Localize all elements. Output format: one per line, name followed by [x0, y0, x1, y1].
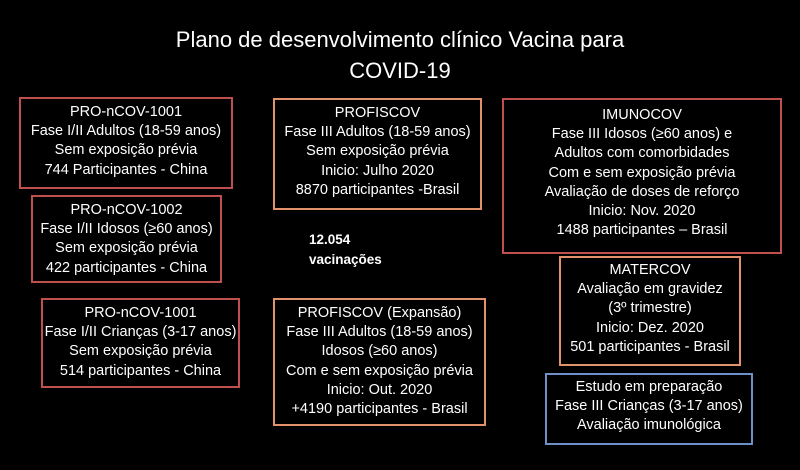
- study-phase: Fase I/II Idosos (≥60 anos): [40, 221, 213, 238]
- study-exposure: Sem exposição prévia: [55, 240, 198, 257]
- study-population: Idosos (≥60 anos): [321, 343, 438, 360]
- study-box-profiscov: [273, 98, 482, 210]
- study-phase: Fase III Adultos (18-59 anos): [286, 324, 473, 341]
- study-phase: Fase I/II Crianças (3-17 anos): [44, 324, 237, 341]
- study-name: Estudo em preparação: [575, 379, 723, 395]
- study-phase: Fase III Crianças (3-17 anos): [555, 398, 743, 415]
- study-name: MATERCOV: [609, 262, 691, 278]
- study-exposure: Sem exposição prévia: [69, 343, 212, 360]
- total-vaccinations: [309, 230, 382, 270]
- study-box-profiscov-expansion: [273, 298, 486, 426]
- study-booster: Avaliação de doses de reforço: [544, 183, 740, 200]
- study-name: PROFISCOV: [334, 105, 421, 121]
- study-participants: 501 participantes - Brasil: [570, 338, 730, 355]
- title-line-1: Plano de desenvolvimento clínico Vacina para: [175, 27, 625, 52]
- study-exposure: Sem exposição prévia: [306, 143, 449, 160]
- study-population: Avaliação em gravidez: [577, 281, 723, 298]
- study-box-imunocov: [502, 98, 782, 254]
- study-name: PRO-nCOV-1001: [84, 305, 197, 321]
- study-phase: Fase III Idosos (≥60 anos) e: [551, 126, 733, 143]
- title-line-2: COVID-19: [349, 58, 451, 83]
- study-participants: 744 Participantes - China: [44, 161, 208, 178]
- study-name: PROFISCOV (Expansão): [297, 305, 462, 321]
- study-start: Inicio: Nov. 2020: [588, 203, 696, 220]
- study-box-matercov: [559, 256, 741, 366]
- study-participants: 514 participantes - China: [59, 362, 222, 379]
- study-start: Inicio: Out. 2020: [326, 381, 433, 398]
- study-name: PRO-nCOV-1002: [70, 202, 183, 218]
- study-phase: Fase III Adultos (18-59 anos): [284, 124, 471, 141]
- total-vaccinations-label: vacinações: [309, 252, 382, 267]
- study-box-pro-ncov-1001-children: [41, 298, 240, 388]
- study-participants: +4190 participantes - Brasil: [291, 401, 468, 418]
- study-start: Inicio: Dez. 2020: [595, 319, 704, 336]
- study-trimester: (3º trimestre): [608, 300, 692, 317]
- study-start: Inicio: Julho 2020: [321, 162, 434, 179]
- total-vaccinations-number: 12.054: [309, 232, 351, 247]
- study-participants: 422 participantes - China: [45, 259, 208, 276]
- study-exposure: Com e sem exposição prévia: [548, 164, 736, 181]
- study-box-pro-ncov-1002-elderly: [31, 195, 222, 283]
- study-exposure: Com e sem exposição prévia: [286, 362, 473, 379]
- study-population: Adultos com comorbidades: [554, 145, 730, 162]
- study-exposure: Sem exposição prévia: [54, 142, 198, 159]
- study-participants: 1488 participantes – Brasil: [556, 222, 728, 239]
- diagram-title: [100, 24, 700, 86]
- study-participants: 8870 participantes -Brasil: [295, 181, 460, 198]
- study-name: PRO-nCOV-1001: [69, 104, 183, 120]
- study-assessment: Avaliação imunológica: [576, 417, 722, 434]
- study-box-pro-ncov-1001-adults: [19, 97, 233, 189]
- study-phase: Fase I/II Adultos (18-59 anos): [30, 123, 222, 140]
- study-box-in-preparation: [545, 373, 753, 445]
- study-name: IMUNOCOV: [602, 107, 682, 123]
